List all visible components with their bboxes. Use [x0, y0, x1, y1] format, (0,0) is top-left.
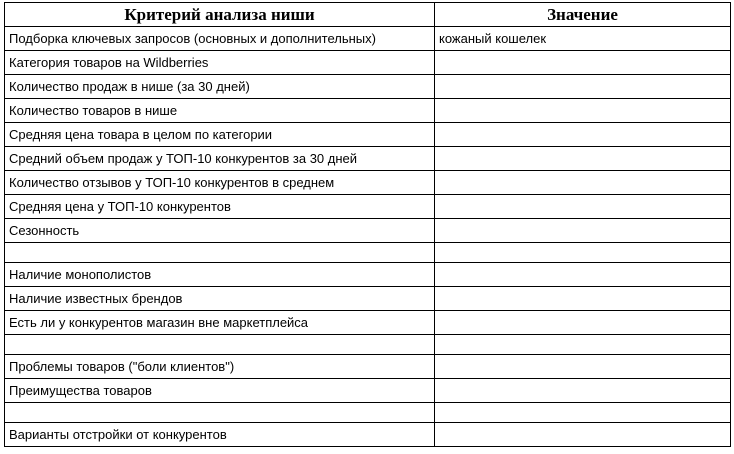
value-cell[interactable]: кожаный кошелек [435, 27, 731, 51]
criterion-cell[interactable]: Варианты отстройки от конкурентов [5, 423, 435, 447]
criterion-cell[interactable]: Преимущества товаров [5, 379, 435, 403]
table-row [5, 263, 731, 287]
table-row [5, 123, 731, 147]
value-cell[interactable] [435, 243, 731, 263]
criterion-cell[interactable]: Наличие монополистов [5, 263, 435, 287]
value-cell[interactable] [435, 423, 731, 447]
value-cell[interactable] [435, 335, 731, 355]
table-row-empty [5, 335, 731, 355]
value-cell[interactable] [435, 147, 731, 171]
value-cell[interactable] [435, 219, 731, 243]
header-row [5, 3, 731, 27]
niche-analysis-table [4, 2, 731, 447]
criterion-cell[interactable]: Количество товаров в нише [5, 99, 435, 123]
criterion-cell[interactable]: Сезонность [5, 219, 435, 243]
criterion-cell[interactable]: Количество продаж в нише (за 30 дней) [5, 75, 435, 99]
value-cell[interactable] [435, 75, 731, 99]
table-row [5, 171, 731, 195]
criterion-cell[interactable]: Средний объем продаж у ТОП-10 конкурентов за 30 дней [5, 147, 435, 171]
table-row [5, 355, 731, 379]
value-cell[interactable] [435, 263, 731, 287]
value-cell[interactable] [435, 379, 731, 403]
table-row-empty [5, 403, 731, 423]
criterion-cell[interactable]: Проблемы товаров ("боли клиентов") [5, 355, 435, 379]
criterion-cell[interactable]: Есть ли у конкурентов магазин вне маркетплейса [5, 311, 435, 335]
table-row [5, 27, 731, 51]
value-cell[interactable] [435, 99, 731, 123]
value-cell[interactable] [435, 403, 731, 423]
table-row [5, 219, 731, 243]
table-row-empty [5, 243, 731, 263]
criterion-cell[interactable]: Категория товаров на Wildberries [5, 51, 435, 75]
value-cell[interactable] [435, 51, 731, 75]
value-cell[interactable] [435, 123, 731, 147]
header-value[interactable]: Значение [435, 3, 731, 27]
table-row [5, 423, 731, 447]
criterion-cell[interactable]: Количество отзывов у ТОП-10 конкурентов в среднем [5, 171, 435, 195]
criterion-cell[interactable] [5, 403, 435, 423]
value-cell[interactable] [435, 311, 731, 335]
criterion-cell[interactable]: Подборка ключевых запросов (основных и дополнительных) [5, 27, 435, 51]
value-cell[interactable] [435, 355, 731, 379]
table-row [5, 51, 731, 75]
table-row [5, 287, 731, 311]
criterion-cell[interactable]: Наличие известных брендов [5, 287, 435, 311]
criterion-cell[interactable]: Средняя цена товара в целом по категории [5, 123, 435, 147]
table-row [5, 99, 731, 123]
header-criterion[interactable]: Критерий анализа ниши [5, 3, 435, 27]
criterion-cell[interactable]: Средняя цена у ТОП-10 конкурентов [5, 195, 435, 219]
value-cell[interactable] [435, 287, 731, 311]
table-row [5, 379, 731, 403]
criterion-cell[interactable] [5, 335, 435, 355]
table-row [5, 195, 731, 219]
value-cell[interactable] [435, 171, 731, 195]
table-row [5, 147, 731, 171]
table-row [5, 75, 731, 99]
value-cell[interactable] [435, 195, 731, 219]
criterion-cell[interactable] [5, 243, 435, 263]
table-row [5, 311, 731, 335]
